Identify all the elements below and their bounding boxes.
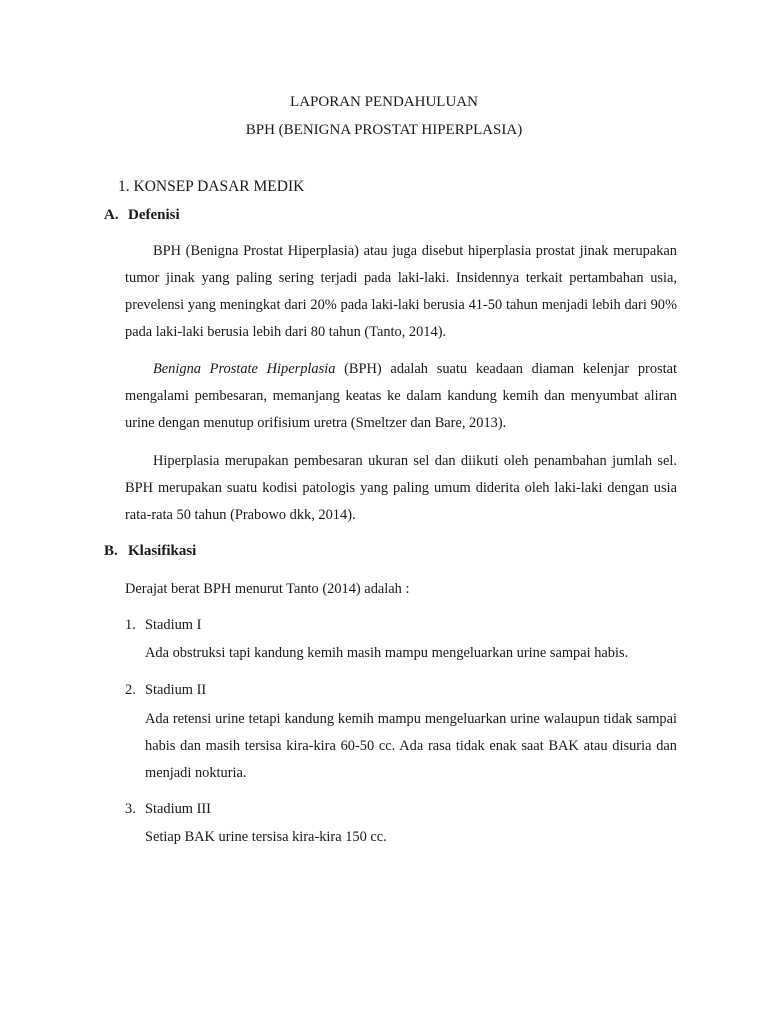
list-number: 2. [125,682,136,698]
stage-description: Setiap BAK urine tersisa kira-kira 150 cc. [145,829,387,845]
document-subtitle: BPH (BENIGNA PROSTAT HIPERPLASIA) [245,122,523,138]
paragraph-defenisi-2 [125,356,677,437]
klasifikasi-intro: Derajat berat BPH menurut Tanto (2014) adalah : [125,581,410,597]
subsection-label: B. [104,543,118,559]
list-number: 3. [125,801,136,817]
paragraph-defenisi-3: Hiperplasia merupakan pembesaran ukuran sel dan diikuti oleh penambahan jumlah sel. BPH merupakan suatu kodisi patologis yang paling umum diderita oleh laki-laki dengan usia rata-rata 50 tahun (Prabowo dkk, 2014). [125,453,677,523]
stage-name: Stadium II [145,682,207,698]
paragraph-defenisi-1: BPH (Benigna Prostat Hiperplasia) atau juga disebut hiperplasia prostat jinak merupakan tumor jinak yang paling sering terjadi pada laki-laki. Insidennya terkait pertambahan usia, prevelensi yang meningkat dari 20% pada laki-laki berusia 41-50 tahun menjadi lebih dari 90% pada laki-laki berusia lebih dari 80 tahun (Tanto, 2014). [125,243,677,340]
stage-name: Stadium I [145,617,202,633]
section-heading-konsep-dasar-medik: 1. KONSEP DASAR MEDIK [118,178,305,195]
stage-name: Stadium III [145,801,211,817]
subsection-title: Klasifikasi [128,543,197,559]
paragraph-text: (BPH) adalah suatu keadaan diaman kelenjar prostat mengalami pembesaran, memanjang keatas ke dalam kandung kemih dan menyumbat aliran urine dengan menutup orifisium uretra (Smeltzer dan Bare, 2013). [125,361,677,431]
stage-description: Ada retensi urine tetapi kandung kemih mampu mengeluarkan urine walaupun tidak sampai habis dan masih tersisa kira-kira 60-50 cc. Ada rasa tidak enak saat BAK atau disuria dan menjadi nokturia. [145,711,677,781]
stage-description: Ada obstruksi tapi kandung kemih masih mampu mengeluarkan urine sampai habis. [145,645,629,661]
list-number: 1. [125,617,136,633]
italic-term: Benigna Prostate Hiperplasia [153,361,336,377]
subsection-title: Defenisi [128,207,180,223]
subsection-label: A. [104,207,119,223]
document-title: LAPORAN PENDAHULUAN [290,94,478,110]
